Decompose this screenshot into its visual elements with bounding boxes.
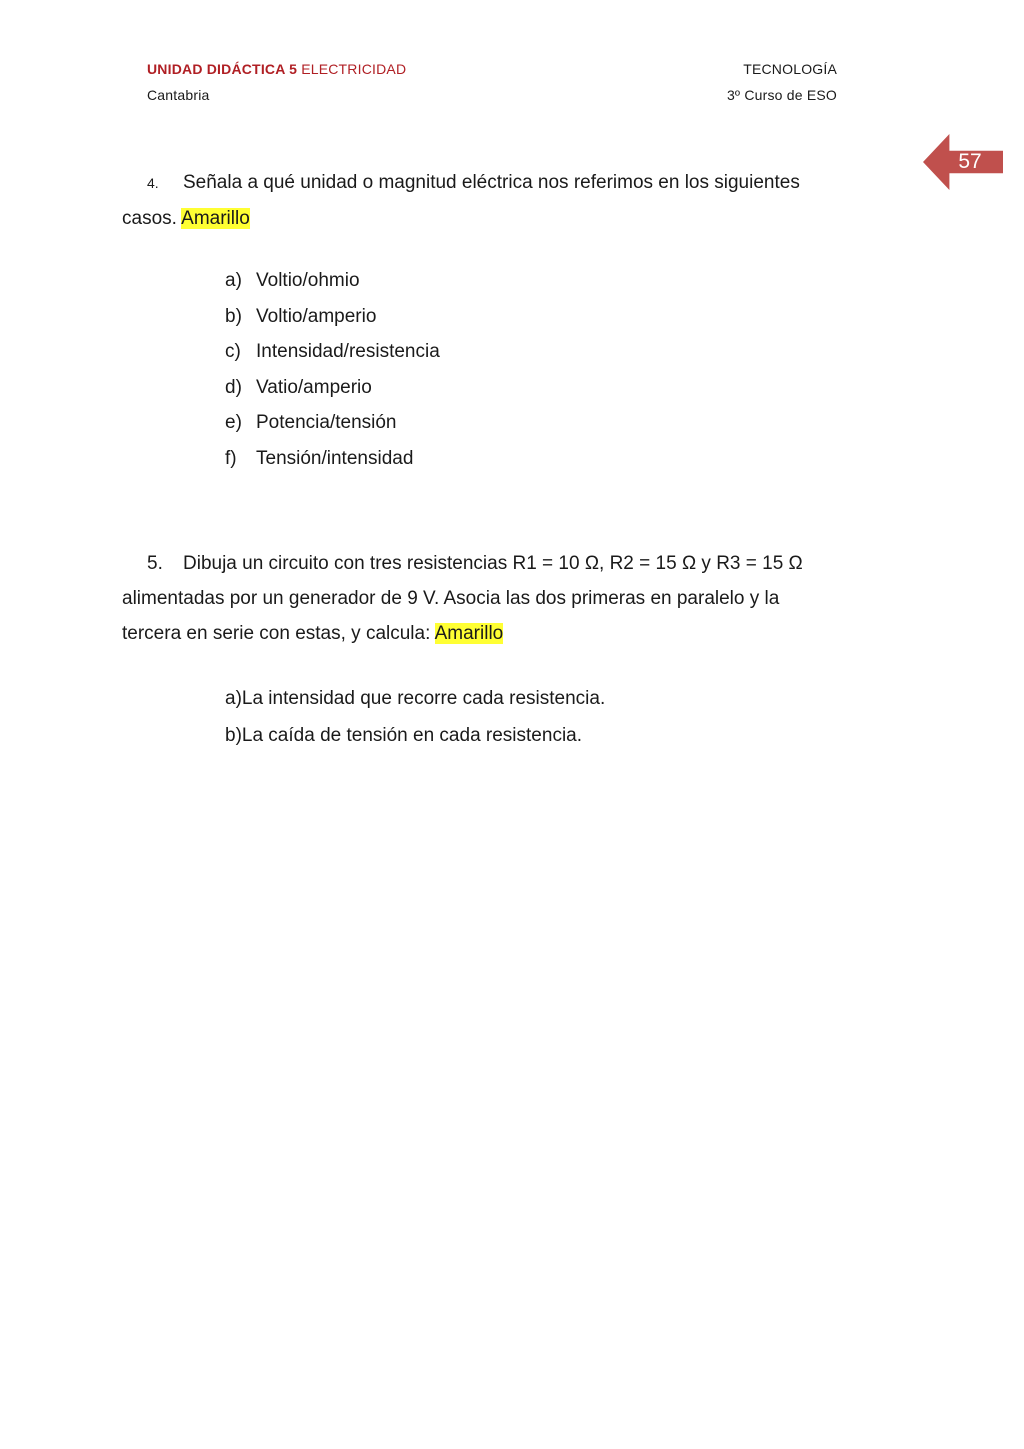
list-item xyxy=(225,299,440,335)
question-5-line-1 xyxy=(122,546,882,581)
list-item xyxy=(225,334,440,370)
option-label: e) xyxy=(225,412,242,434)
question-5-text-3: tercera en serie con estas, y calcula: xyxy=(122,623,431,644)
question-4-text-1: Señala a qué unidad o magnitud eléctrica nos referimos en los siguientes xyxy=(183,172,800,193)
option-text: Potencia/tensión xyxy=(256,412,397,434)
option-label: f) xyxy=(225,447,237,469)
option-label: c) xyxy=(225,341,241,363)
question-5 xyxy=(122,546,882,651)
option-text: Intensidad/resistencia xyxy=(256,341,440,363)
question-4-text-2: casos. xyxy=(122,208,177,229)
question-5-line-3 xyxy=(122,616,882,651)
question-4 xyxy=(122,165,882,236)
question-4-line-1 xyxy=(122,165,882,201)
option-text: Vatio/amperio xyxy=(256,376,372,398)
list-item: b)La caída de tensión en cada resistencia. xyxy=(225,725,583,746)
option-text: Tensión/intensidad xyxy=(256,447,414,469)
header-course: 3º Curso de ESO xyxy=(726,87,837,103)
list-item xyxy=(225,405,440,441)
question-4-line-2 xyxy=(122,201,882,236)
header-subject: TECNOLOGÍA xyxy=(743,61,837,77)
question-5-tasks xyxy=(225,680,605,754)
question-5-text-1: Dibuja un circuito con tres resistencias R1 = 10 Ω, R2 = 15 Ω y R3 = 15 Ω xyxy=(183,553,803,574)
question-5-tag: Amarillo xyxy=(434,623,504,644)
question-4-number: 4. xyxy=(147,175,159,191)
question-4-options xyxy=(225,263,440,477)
question-5-number: 5. xyxy=(147,553,163,574)
question-5-line-2: alimentadas por un generador de 9 V. Asocia las dos primeras en paralelo y la xyxy=(122,588,780,609)
option-label: d) xyxy=(225,376,242,398)
page-number: 57 xyxy=(958,150,982,173)
list-item xyxy=(225,441,440,477)
list-item xyxy=(225,263,440,299)
option-label: b) xyxy=(225,305,242,327)
option-text: Voltio/amperio xyxy=(256,305,377,327)
header-unit-number: UNIDAD DIDÁCTICA 5 xyxy=(147,61,298,77)
header-region: Cantabria xyxy=(147,87,210,103)
header-unit-topic: ELECTRICIDAD xyxy=(301,61,407,77)
question-4-tag: Amarillo xyxy=(181,208,250,229)
header-unit-title xyxy=(147,61,406,77)
list-item xyxy=(225,370,440,406)
option-text: Voltio/ohmio xyxy=(256,270,360,291)
list-item: a)La intensidad que recorre cada resistencia. xyxy=(225,688,606,709)
option-label: a) xyxy=(225,270,242,291)
